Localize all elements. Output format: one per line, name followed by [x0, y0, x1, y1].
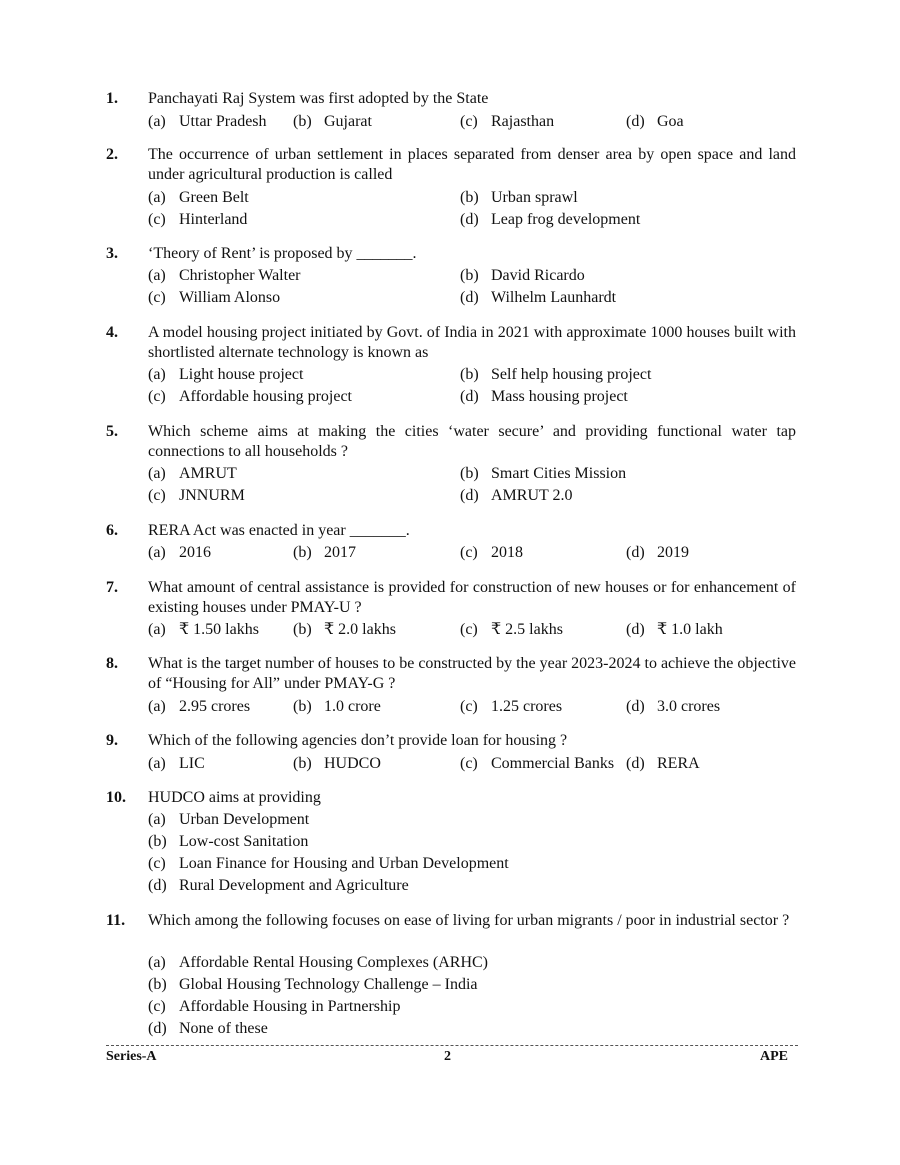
question-text: The occurrence of urban settlement in places separated from denser area by open space and land under agricultural production is called — [148, 146, 796, 183]
option-d: (d) RERA — [626, 755, 700, 772]
option-a: (a) 2016 — [148, 544, 211, 561]
footer-paper-code: APE — [760, 1049, 788, 1064]
question-text: Which of the following agencies don’t provide loan for housing ? — [148, 732, 568, 749]
question-number: 7. — [106, 579, 118, 596]
option-c: (c) ₹ 2.5 lakhs — [460, 621, 563, 638]
question-text: What amount of central assistance is provided for construction of new houses or for enhancement of existing houses under PMAY-U ? — [148, 579, 796, 616]
question-text: HUDCO aims at providing — [148, 789, 321, 806]
option-b: (b) HUDCO — [293, 755, 381, 772]
option-c: (c) Affordable Housing in Partnership — [148, 998, 401, 1015]
question-text: RERA Act was enacted in year _______. — [148, 522, 410, 539]
footer-series: Series-A — [106, 1049, 157, 1064]
question-text: What is the target number of houses to be constructed by the year 2023-2024 to achieve the objective of “Housing for All” under PMAY-G ? — [148, 655, 796, 692]
option-c: (c) JNNURM — [148, 487, 245, 504]
question-text: A model housing project initiated by Govt. of India in 2021 with approximate 1000 houses built with shortlisted alternate technology is known as — [148, 324, 796, 361]
question-number: 2. — [106, 146, 118, 163]
option-d: (d) 3.0 crores — [626, 698, 721, 715]
question-number: 8. — [106, 655, 118, 672]
option-a: (a) Christopher Walter — [148, 267, 301, 284]
option-a: (a) LIC — [148, 755, 205, 772]
option-d: (d) Rural Development and Agriculture — [148, 877, 409, 894]
option-b: (b) Self help housing project — [460, 366, 652, 383]
footer-page-number: 2 — [444, 1049, 451, 1064]
option-a: (a) Urban Development — [148, 811, 310, 828]
option-c: (c) Hinterland — [148, 211, 248, 228]
option-b: (b) 1.0 crore — [293, 698, 381, 715]
question-number: 3. — [106, 245, 118, 262]
footer-divider — [106, 1045, 798, 1046]
option-b: (b) 2017 — [293, 544, 356, 561]
question-text: Which scheme aims at making the cities ‘water secure’ and providing functional water tap connections to all households ? — [148, 423, 796, 460]
option-c: (c) Affordable housing project — [148, 388, 352, 405]
option-b: (b) Smart Cities Mission — [460, 465, 627, 482]
question-text: ‘Theory of Rent’ is proposed by _______. — [148, 245, 417, 262]
option-a: (a) Light house project — [148, 366, 304, 383]
option-d: (d) Mass housing project — [460, 388, 628, 405]
option-d: (d) ₹ 1.0 lakh — [626, 621, 723, 638]
option-c: (c) William Alonso — [148, 289, 281, 306]
question-number: 9. — [106, 732, 118, 749]
option-a: (a) Affordable Rental Housing Complexes (ARHC) — [148, 954, 488, 971]
question-number: 11. — [106, 912, 126, 929]
question-text: Panchayati Raj System was first adopted by the State — [148, 90, 489, 107]
option-b: (b) ₹ 2.0 lakhs — [293, 621, 396, 638]
question-number: 6. — [106, 522, 118, 539]
option-c: (c) Commercial Banks — [460, 755, 615, 772]
question-number: 5. — [106, 423, 118, 440]
option-d: (d) Wilhelm Launhardt — [460, 289, 617, 306]
option-d: (d) Leap frog development — [460, 211, 641, 228]
option-c: (c) 2018 — [460, 544, 523, 561]
question-number: 1. — [106, 90, 118, 107]
question-number: 10. — [106, 789, 126, 806]
option-d: (d) Goa — [626, 113, 684, 130]
option-b: (b) Urban sprawl — [460, 189, 578, 206]
option-c: (c) Rajasthan — [460, 113, 555, 130]
option-d: (d) 2019 — [626, 544, 689, 561]
option-a: (a) AMRUT — [148, 465, 237, 482]
option-c: (c) Loan Finance for Housing and Urban Development — [148, 855, 509, 872]
option-b: (b) David Ricardo — [460, 267, 585, 284]
option-b: (b) Low-cost Sanitation — [148, 833, 309, 850]
option-c: (c) 1.25 crores — [460, 698, 563, 715]
option-b: (b) Global Housing Technology Challenge – India — [148, 976, 478, 993]
question-text: Which among the following focuses on ease of living for urban migrants / poor in industrial sector ? — [148, 912, 790, 929]
option-a: (a) Green Belt — [148, 189, 249, 206]
question-number: 4. — [106, 324, 118, 341]
option-b: (b) Gujarat — [293, 113, 372, 130]
option-d: (d) AMRUT 2.0 — [460, 487, 573, 504]
option-a: (a) ₹ 1.50 lakhs — [148, 621, 259, 638]
option-d: (d) None of these — [148, 1020, 268, 1037]
option-a: (a) 2.95 crores — [148, 698, 251, 715]
option-a: (a) Uttar Pradesh — [148, 113, 267, 130]
